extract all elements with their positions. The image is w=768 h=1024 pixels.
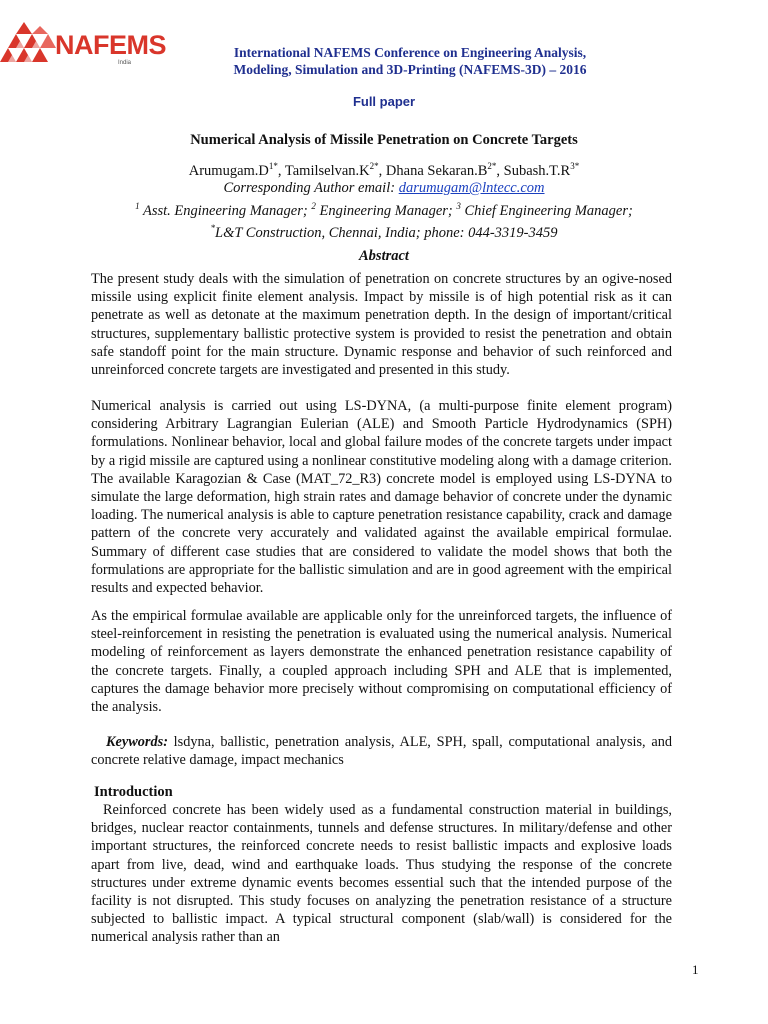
- keywords-text: lsdyna, ballistic, penetration analysis, ALE, SPH, spall, computational analysis, and concrete relative damage, impact mechanics: [91, 734, 672, 769]
- roles-line: [0, 198, 768, 220]
- nafems-logo: [0, 22, 166, 68]
- author-name: Tamilselvan.K: [284, 162, 370, 179]
- abstract-paragraph-2: Numerical analysis is carried out using LS-DYNA, (a multi-purpose finite element program) considering Arbitrary Lagrangian Eulerian (ALE) and Smooth Particle Hydrodynamics (SPH) formulations. Nonlinear behavior, local and global failure modes of the concrete targets under impact by a rigid missile are captured using a nonlinear constitutive modeling along with a damage criterion. The available Karagozian & Case (MAT_72_R3) concrete model is employed using LS-DYNA to simulate the large deformation, high strain rates and damage behavior of concrete under the dynamic loading. The numerical analysis is able to capture penetration resistance capability, crack and damage pattern of the concrete very accurately and validated against the available empirical formulae. Summary of different case studies that are considered to validate the model shows that both the formulations are appropriate for the ballistic simulation and are in good agreement with the empirical results and expected behavior.: [91, 398, 672, 597]
- full-paper-label: Full paper: [352, 94, 416, 109]
- logo-subtitle: India: [118, 60, 132, 66]
- company-text: L&T Construction, Chennai, India; phone: 044-3319-3459: [215, 224, 558, 241]
- author-name: Subash.T.R: [503, 162, 571, 179]
- author-name: Arumugam.D: [188, 162, 269, 179]
- keywords-paragraph: [91, 733, 672, 769]
- author-sup: 2*: [487, 161, 497, 171]
- corresponding-author: [0, 180, 768, 198]
- abstract-paragraph-3: As the empirical formulae available are applicable only for the unreinforced targets, the influence of steel-reinforcement in resisting the penetration is evaluated using the numerical analysis. Numerical modeling of reinforcement as layers demonstrate the enhanced penetration resistance capability of the concrete targets. Finally, a coupled approach including SPH and ALE that is implemented, captures the damage behavior more precisely without compromising on computational efficiency of the analysis.: [91, 608, 672, 716]
- affiliations: [0, 180, 768, 242]
- author-sep: ,: [496, 162, 504, 179]
- corresponding-label: Corresponding Author email:: [223, 180, 399, 196]
- author-list: [0, 161, 768, 180]
- conference-title: [190, 44, 630, 78]
- logo-wordmark: NAFEMS: [55, 30, 166, 60]
- abstract-paragraph-1: The present study deals with the simulation of penetration on concrete structures by an ogive-nosed missile using explicit finite element analysis. Impact by missile is of high potential risk as it can penetrate as well as detonate at the maximum penetration depth. In the design of important/critical structures, supplementary ballistic protective system is provided to resist the penetration and obtain safe standoff point for the main structure. Dynamic response and behavior of such reinforced and unreinforced concrete targets are investigated and presented in this study.: [91, 271, 672, 379]
- author-name: Dhana Sekaran.B: [385, 162, 488, 179]
- introduction-heading: Introduction: [94, 784, 173, 800]
- introduction-paragraph: [91, 801, 672, 947]
- role-3: Chief Engineering Manager;: [460, 202, 633, 219]
- company-line: [0, 220, 768, 242]
- keywords-label: Keywords:: [106, 734, 168, 750]
- paper-title: Numerical Analysis of Missile Penetration on Concrete Targets: [190, 132, 578, 148]
- conference-line-1: International NAFEMS Conference on Engineering Analysis,: [233, 45, 587, 60]
- nafems-triangle-icon: [0, 22, 60, 68]
- page-number: 1: [692, 962, 699, 977]
- affil-sup-2: 2: [311, 200, 316, 211]
- affil-sup-1: 1: [135, 200, 140, 211]
- author-sup: 1*: [268, 161, 278, 171]
- affil-sup-3: 3: [456, 200, 461, 211]
- author-sup: 2*: [369, 161, 379, 171]
- author-sep: ,: [378, 162, 386, 179]
- role-1: Asst. Engineering Manager;: [139, 202, 312, 219]
- role-2: Engineering Manager;: [315, 202, 457, 219]
- affil-sup-star: *: [210, 222, 215, 233]
- author-sep: ,: [277, 162, 285, 179]
- introduction-text: Reinforced concrete has been widely used as a fundamental construction material in buildings, bridges, nuclear reactor containments, tunnels and defense structures. In military/defense and other important structures, the reinforced concrete needs to resist ballistic impacts and explosive loads apart from live, dead, wind and earthquake loads. Thus studying the response of the concrete structures under extreme dynamic events becomes essential such that the intended purpose of the facility is not disrupted. This study focuses on analyzing the penetration resistance of a structure subjected to ballistic impact. A typical structural component (slab/wall) is considered for the numerical analysis rather than an: [91, 802, 672, 946]
- conference-line-2: Modeling, Simulation and 3D-Printing (NAFEMS-3D) – 2016: [233, 62, 587, 77]
- abstract-heading: Abstract: [359, 248, 409, 264]
- author-sup: 3*: [570, 161, 580, 171]
- email-link[interactable]: darumugam@lntecc.com: [398, 180, 545, 196]
